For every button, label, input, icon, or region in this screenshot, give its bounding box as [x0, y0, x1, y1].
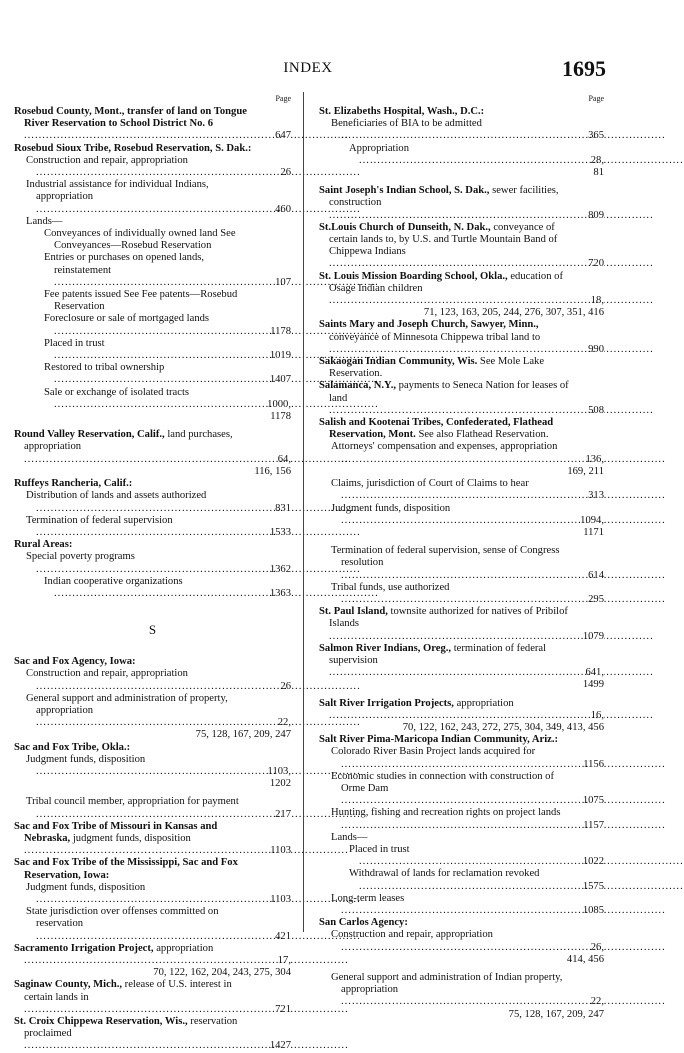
index-subentry [44, 362, 291, 386]
entry-text: Ruffeys Rancheria, Calif.: [14, 478, 133, 490]
page-column-label: Page [275, 94, 291, 103]
entry-text: Colorado River Basin Project lands acquired for ..... [341, 746, 604, 770]
section-letter: S [148, 622, 157, 638]
index-heading [319, 698, 604, 722]
page-ref: 831 [275, 502, 291, 514]
index-entries-s [14, 656, 291, 1053]
index-subentry [44, 252, 291, 289]
entry-text: Appropriation ..... [359, 143, 604, 167]
index-heading [14, 979, 291, 1016]
index-subentry [331, 807, 604, 831]
index-entries-r [14, 106, 291, 600]
page-ref: 22, [590, 996, 604, 1008]
index-heading [14, 943, 291, 967]
entry-text: Tribal council member, appropriation for payment ..... [36, 796, 291, 820]
entry-text: Indian cooperative organizations ..... [54, 576, 291, 600]
index-heading [319, 643, 604, 680]
entry-text: Salt River Irrigation Projects, appropriation ..... [329, 698, 604, 722]
page-ref: 1103, [267, 765, 291, 777]
page-ref-continuation: 70, 122, 162, 243, 272, 275, 304, 349, 413, 456 [402, 721, 604, 733]
page-ref: 295 [588, 593, 604, 605]
entry-text: Sale or exchange of isolated tracts ..... [54, 387, 291, 411]
left-column [14, 92, 291, 1053]
page-ref: 721 [275, 1003, 291, 1015]
index-subentry [331, 771, 604, 808]
entry-text: St. Louis Mission Boarding School, Okla., education of Osage Indian children ..... [329, 271, 604, 308]
index-heading [14, 429, 291, 466]
page-ref: 1103 [270, 893, 291, 905]
page-ref: 614 [588, 569, 604, 581]
entry-text: Beneficiaries of BIA to be admitted ..... [341, 118, 604, 142]
entry-text: Tribal funds, use authorized ..... [341, 582, 604, 606]
page-ref: 460 [275, 203, 291, 215]
index-subentry [349, 143, 604, 167]
page-ref: 1575 [582, 880, 604, 892]
page-ref: 647 [275, 130, 291, 142]
page-ref: 1427 [269, 1040, 291, 1052]
entry-text: Special poverty programs ..... [36, 551, 291, 575]
page-ref: 17, [277, 955, 291, 966]
index-heading [319, 917, 604, 929]
entry-text: Rosebud Sioux Tribe, Rosebud Reservation, S. Dak.: [14, 142, 252, 154]
page-ref: 720 [588, 258, 604, 270]
index-subentry [331, 441, 604, 465]
index-subentry [26, 551, 291, 575]
entry-text: Restored to tribal ownership ..... [54, 362, 291, 386]
entry-text: San Carlos Agency: [319, 917, 408, 929]
entry-text: Conveyances of individually owned land See Conveyances—Rosebud Reservation [44, 228, 236, 252]
page-ref: 1533 [269, 526, 291, 538]
page-ref: 1157 [583, 819, 604, 831]
index-subentry [331, 478, 604, 502]
index-heading [14, 106, 291, 143]
page-ref-continuation: 71, 123, 163, 205, 244, 276, 307, 351, 416 [423, 307, 604, 319]
entry-text: St. Paul Island, townsite authorized for natives of Pribilof Islands ..... [329, 606, 604, 643]
page-ref-continuation: 116, 156 [254, 465, 291, 477]
page-title: INDEX [283, 60, 333, 76]
index-subentry [331, 893, 604, 917]
index-subentry [44, 228, 291, 252]
entry-text: Sac and Fox Tribe of Missouri in Kansas and Nebraska, judgment funds, disposition ..... [24, 821, 291, 858]
entry-text: Hunting, fishing and recreation rights on project lands ..... [341, 807, 604, 831]
entry-text: St. Elizabeths Hospital, Wash., D.C.: [319, 106, 485, 117]
index-heading [14, 478, 291, 490]
page-ref-continuation: 1499 [582, 679, 604, 691]
entry-text: Judgment funds, disposition ..... [36, 754, 291, 778]
index-heading [14, 857, 291, 881]
page-ref: 136, [585, 453, 604, 465]
entry-text: Saints Mary and Joseph Church, Sawyer, Minn., conveyance of Minnesota Chippewa tribal land to ..... [329, 319, 604, 356]
index-heading [319, 417, 604, 441]
entry-text: St. Croix Chippewa Reservation, Wis., reservation proclaimed ..... [24, 1016, 291, 1053]
entry-text: Construction and repair, appropriation ..... [36, 155, 291, 179]
page-ref: 26 [280, 167, 291, 179]
index-subentry [331, 503, 604, 527]
entry-text: General support and administration of Indian property, appropriation ..... [341, 972, 604, 1009]
index-subentry [331, 118, 604, 142]
index-subentry [26, 754, 291, 778]
index-subentry [26, 515, 291, 539]
entry-text: Withdrawal of lands for reclamation revoked ..... [359, 868, 604, 892]
entry-text: Round Valley Reservation, Calif., land purchases, appropriation ..... [24, 429, 291, 466]
entry-text: Construction and repair, appropriation ..... [36, 668, 291, 692]
page-ref: 26, [590, 941, 604, 953]
entry-text: Salamanca, N.Y., payments to Seneca Nation for leases of land ..... [329, 380, 604, 417]
page-ref: 1363 [269, 587, 291, 599]
page-ref-continuation: 414, 456 [566, 953, 604, 965]
index-subentry [44, 289, 291, 313]
entry-text: Construction and repair, appropriation ..... [341, 929, 604, 953]
index-subentry [26, 882, 291, 906]
index-heading [14, 742, 291, 754]
index-heading [14, 656, 291, 668]
page-ref: 26 [280, 680, 291, 692]
page-ref: 1000, [267, 398, 291, 410]
entry-text: Judgment funds, disposition ..... [341, 503, 604, 527]
entry-text: Salmon River Indians, Oreg., termination of federal supervision ..... [329, 643, 604, 680]
page-header [0, 58, 616, 88]
index-heading [319, 185, 604, 222]
index-subentry [44, 387, 291, 411]
entry-text: Saginaw County, Mich., release of U.S. interest in certain lands in ..... [24, 979, 291, 1016]
index-subentry [26, 796, 291, 820]
index-heading [319, 319, 604, 356]
page-ref: 16, [590, 709, 604, 721]
index-subentry [26, 693, 291, 730]
page-ref: 990 [588, 343, 604, 355]
page-ref: 1178 [270, 325, 291, 337]
index-subentry [331, 972, 604, 1009]
entry-text: Lands— [26, 215, 63, 227]
page-ref-continuation: 75, 128, 167, 209, 247 [195, 729, 291, 741]
page-ref: 1085 [582, 905, 604, 916]
entry-text: State jurisdiction over offenses committed on reservation ..... [36, 906, 291, 943]
entry-text: Sac and Fox Tribe of the Mississippi, Sac and Fox Reservation, Iowa: [14, 857, 238, 881]
index-subentry [44, 576, 291, 600]
index-subentry [26, 906, 291, 943]
page-ref-continuation: 1178 [270, 411, 291, 423]
index-subentry [331, 746, 604, 770]
index-subentry [26, 216, 291, 228]
entry-text: Sac and Fox Tribe, Okla.: [14, 741, 131, 753]
page-ref: 22, [277, 717, 291, 729]
page-column-label: Page [588, 94, 604, 103]
index-subentry [331, 545, 604, 582]
page-ref-continuation: 169, 211 [567, 465, 604, 477]
index-subentry [349, 844, 604, 868]
page-ref: 64, [277, 453, 291, 465]
entry-text: Rural Areas: [14, 539, 73, 551]
entry-text: Economic studies in connection with construction of Orme Dam ..... [341, 771, 604, 808]
page-number: 1695 [562, 56, 606, 81]
page-ref: 508 [588, 404, 604, 416]
page-ref: 641, [585, 667, 604, 679]
index-heading [14, 821, 291, 858]
column-divider [303, 92, 304, 932]
index-subentry [26, 668, 291, 692]
entry-text: Termination of federal supervision ..... [36, 515, 291, 539]
page-ref: 365 [588, 130, 604, 142]
entry-text: Rosebud County, Mont., transfer of land on Tongue River Reservation to School District No. 6 ..... [24, 106, 291, 143]
page-ref: 1362 [269, 563, 291, 575]
page-ref: 421 [275, 930, 291, 942]
page-ref: 107 [275, 276, 291, 288]
index-heading [319, 271, 604, 308]
entry-text: Attorneys' compensation and expenses, appropriation ..... [341, 441, 604, 465]
page-ref-continuation: 1171 [583, 526, 604, 538]
index-subentry [44, 313, 291, 337]
page-ref: 1075 [582, 795, 604, 807]
index-subentry [44, 338, 291, 362]
entry-text: Entries or purchases on opened lands, reinstatement ..... [54, 252, 291, 289]
entry-text: Saint Joseph's Indian School, S. Dak., sewer facilities, construction ..... [329, 185, 604, 222]
entry-text: Claims, jurisdiction of Court of Claims to hear ..... [341, 478, 604, 502]
entry-text: Sac and Fox Agency, Iowa: [14, 656, 136, 668]
entry-text: Salt River Pima-Maricopa Indian Community, Ariz.: [319, 734, 559, 746]
entry-text: Lands— [331, 831, 368, 843]
entry-text: Termination of federal supervision, sense of Congress resolution ..... [341, 545, 604, 582]
page-ref: 1094, [580, 514, 604, 526]
page-ref: 313 [588, 490, 604, 502]
index-heading [14, 539, 291, 551]
entry-text: General support and administration of property, appropriation ..... [36, 693, 291, 730]
page-ref: 809 [588, 209, 604, 221]
index-heading [319, 606, 604, 643]
index-entries-right [319, 106, 604, 1021]
index-subentry [349, 868, 604, 892]
index-heading [319, 380, 604, 417]
entry-text: Salish and Kootenai Tribes, Confederated, Flathead Reservation, Mont. See also Flathead Reservation. [319, 417, 554, 441]
entry-text: Placed in trust ..... [359, 844, 604, 868]
entry-text: Placed in trust ..... [54, 338, 291, 362]
entry-text: Sakaogan Indian Community, Wis. See Mole Lake Reservation. [319, 356, 545, 380]
entry-text: Foreclosure or sale of mortgaged lands ..... [54, 313, 291, 337]
page-ref: 1156 [583, 758, 604, 770]
index-subentry [26, 179, 291, 216]
index-subentry [331, 832, 604, 844]
page-ref: 1103 [270, 845, 291, 857]
index-heading [14, 143, 291, 155]
entry-text: St.Louis Church of Dunseith, N. Dak., conveyance of certain lands to, by U.S. and Turtle Mountain Band of Chippewa Indians ..... [329, 222, 604, 271]
index-heading [319, 734, 604, 746]
index-heading [319, 356, 604, 380]
entry-text: Judgment funds, disposition ..... [36, 882, 291, 906]
right-column [319, 92, 604, 1021]
page-ref: 1019 [269, 350, 291, 362]
page-ref: 28, [590, 154, 604, 166]
page-ref-continuation: 1202 [269, 778, 291, 790]
entry-text: Long-term leases ..... [341, 893, 604, 917]
entry-text: Fee patents issued See Fee patents—Rosebud Reservation [44, 289, 238, 313]
index-subentry [26, 155, 291, 179]
index-heading [319, 222, 604, 271]
page-ref: 1022 [582, 856, 604, 868]
page-ref: 1407 [269, 374, 291, 386]
page-ref-continuation: 75, 128, 167, 209, 247 [508, 1008, 604, 1020]
page-ref: 217 [275, 808, 291, 820]
index-subentry [26, 490, 291, 514]
page-ref-continuation: 81 [593, 167, 604, 179]
page-ref-continuation: 70, 122, 162, 204, 243, 275, 304 [153, 967, 291, 979]
entry-text: Industrial assistance for individual Indians, appropriation ..... [36, 179, 291, 216]
page-ref: 18, [590, 295, 604, 307]
index-heading [14, 1016, 291, 1053]
index-subentry [331, 582, 604, 606]
entry-text: Sacramento Irrigation Project, appropriation ..... [24, 943, 291, 967]
index-subentry [331, 929, 604, 953]
page-ref: 1079 [582, 630, 604, 642]
entry-text: Distribution of lands and assets authorized ..... [36, 490, 291, 514]
index-heading [319, 106, 604, 118]
